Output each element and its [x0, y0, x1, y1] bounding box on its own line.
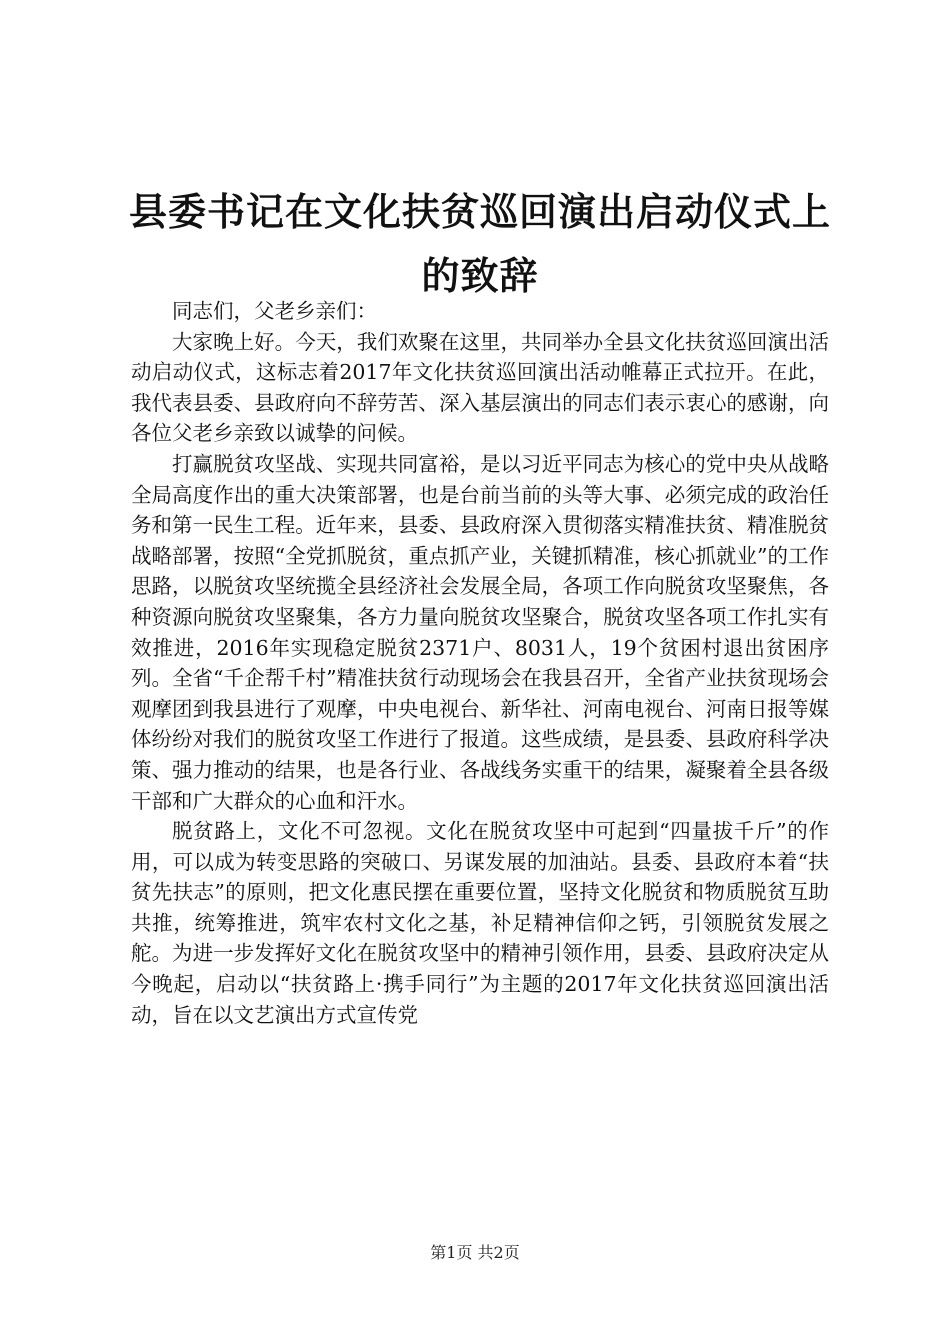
- body-paragraph: 大家晚上好。今天，我们欢聚在这里，共同举办全县文化扶贫巡回演出活动启动仪式，这标志着2017年文化扶贫巡回演出活动帷幕正式拉开。在此，我代表县委、县政府向不辞劳苦、深入基层演出的同志们表示衷心的感谢，向各位父老乡亲致以诚挚的问候。: [131, 329, 829, 446]
- body-paragraph: 脱贫路上，文化不可忽视。文化在脱贫攻坚中可起到“四量拔千斤”的作用，可以成为转变思路的突破口、另谋发展的加油站。县委、县政府本着“扶贫先扶志”的原则，把文化惠民摆在重要位置，坚持文化脱贫和物质脱贫互助共推，统筹推进，筑牢农村文化之基，补足精神信仰之钙，引领脱贫发展之舵。为进一步发挥好文化在脱贫攻坚中的精神引领作用，县委、县政府决定从今晚起，启动以“扶贫路上·携手同行”为主题的2017年文化扶贫巡回演出活动，旨在以文艺演出方式宣传党: [131, 819, 829, 1027]
- page-footer: 第1页 共2页: [430, 1243, 520, 1262]
- body-paragraph: 打赢脱贫攻坚战、实现共同富裕，是以习近平同志为核心的党中央从战略全局高度作出的重大决策部署，也是台前当前的头等大事、必须完成的政治任务和第一民生工程。近年来，县委、县政府深入贯彻落实精准扶贫、精准脱贫战略部署，按照“全党抓脱贫，重点抓产业，关键抓精准，核心抓就业”的工作思路，以脱贫攻坚统揽全县经济社会发展全局，各项工作向脱贫攻坚聚焦，各种资源向脱贫攻坚聚集，各方力量向脱贫攻坚聚合，脱贫攻坚各项工作扎实有效推进，2016年实现稳定脱贫2371户、8031人，19个贫困村退出贫困序列。全省“千企帮千村”精准扶贫行动现场会在我县召开，全省产业扶贫现场会观摩团到我县进行了观摩，中央电视台、新华社、河南电视台、河南日报等媒体纷纷对我们的脱贫攻坚工作进行了报道。这些成绩，是县委、县政府科学决策、强力推动的结果，也是各行业、各战线务实重干的结果，凝聚着全县各级干部和广大群众的心血和汗水。: [131, 451, 829, 813]
- document-title: 县委书记在文化扶贫巡回演出启动仪式上的致辞: [128, 189, 831, 298]
- document-body: [131, 296, 829, 1030]
- salutation-paragraph: 同志们，父老乡亲们：: [172, 299, 377, 323]
